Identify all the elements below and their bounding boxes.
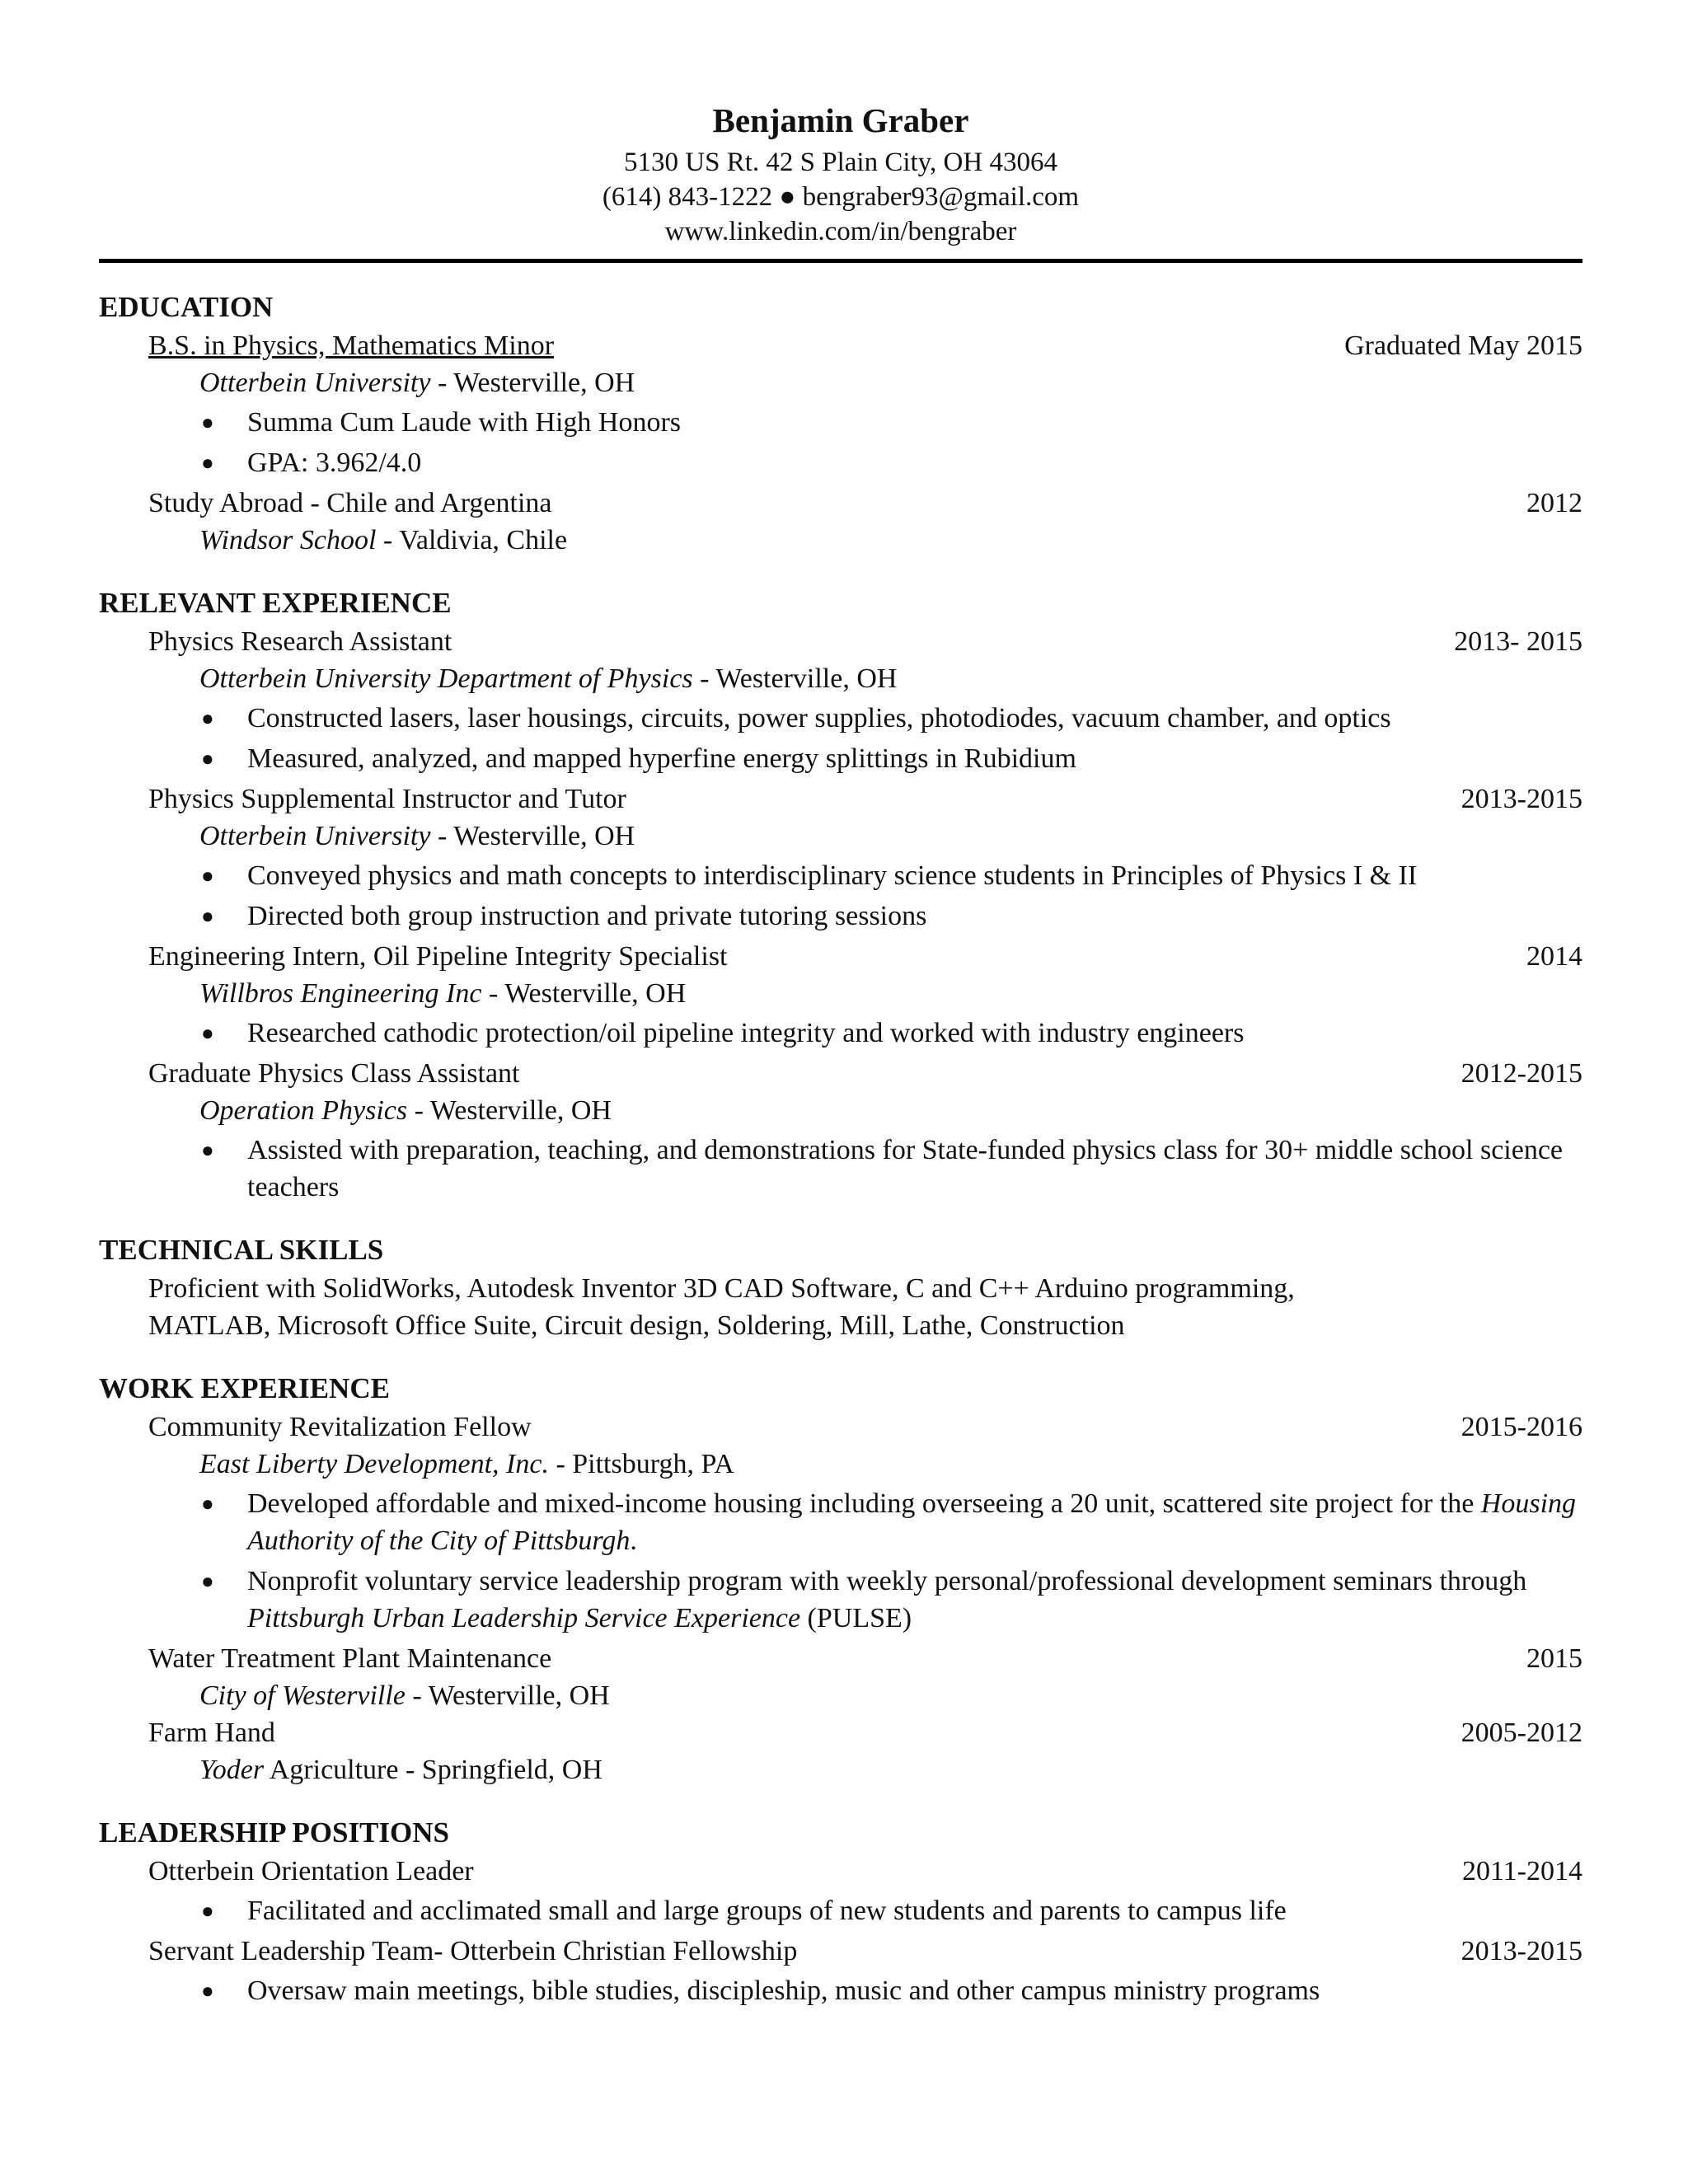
bullet-icon: ●	[201, 904, 214, 928]
org-location: - Pittsburgh, PA	[548, 1449, 734, 1479]
candidate-name: Benjamin Graber	[712, 101, 969, 139]
entry-title: Physics Supplemental Instructor and Tutor	[148, 784, 626, 814]
list-item: ● Developed affordable and mixed-income housing including overseeing a 20 unit, scattered site project for the Housing Authority of the City of Pittsburgh.	[247, 1485, 1582, 1559]
list-item: ● Measured, analyzed, and mapped hyperfine energy splittings in Rubidium	[247, 740, 1582, 777]
entry-header	[99, 780, 1582, 818]
bullet-list	[99, 1485, 1582, 1637]
bullet-separator: ●	[779, 182, 796, 212]
org-location: - Westerville, OH	[692, 663, 898, 694]
entry-org	[99, 522, 1582, 559]
bullet-icon: ●	[201, 451, 214, 475]
section-title: EDUCATION	[99, 291, 274, 323]
entry-date: 2013-2015	[1461, 784, 1582, 814]
entry-title: Graduate Physics Class Assistant	[148, 1058, 520, 1089]
list-item: ● Researched cathodic protection/oil pipeline integrity and worked with industry engineers	[247, 1015, 1582, 1052]
entry-title: Otterbein Orientation Leader	[148, 1856, 474, 1886]
org-name: Windsor School	[199, 525, 377, 555]
org-location: Agriculture - Springfield, OH	[264, 1755, 603, 1785]
bullet-icon: ●	[201, 1979, 214, 2003]
org-name: Willbros Engineering Inc	[199, 978, 482, 1009]
entry-header	[99, 485, 1582, 522]
entry-header	[99, 1408, 1582, 1446]
resume-page	[99, 0, 1582, 2184]
bullet-icon: ●	[201, 706, 214, 730]
bullet-list	[99, 1015, 1582, 1052]
entry-header	[99, 1933, 1582, 1970]
org-name: Otterbein University Department of Physics	[199, 663, 693, 694]
skills-line: MATLAB, Microsoft Office Suite, Circuit design, Soldering, Mill, Lathe, Construction	[148, 1310, 1125, 1341]
work-experience-section	[99, 1369, 1582, 1788]
org-name: Otterbein University	[199, 368, 431, 398]
section-title: LEADERSHIP POSITIONS	[99, 1816, 449, 1849]
bullet-icon: ●	[201, 1492, 214, 1516]
list-item: ● Summa Cum Laude with High Honors	[247, 404, 1582, 441]
org-location: - Westerville, OH	[407, 1095, 612, 1126]
org-name: East Liberty Development, Inc.	[199, 1449, 549, 1479]
section-title: WORK EXPERIENCE	[99, 1372, 390, 1404]
entry-header	[99, 1055, 1582, 1092]
entry-date: 2011-2014	[1461, 1856, 1582, 1886]
org-location: - Westerville, OH	[481, 978, 687, 1009]
bullet-icon: ●	[201, 1021, 214, 1045]
relevant-experience-section	[99, 583, 1582, 1206]
entry-header	[99, 623, 1582, 660]
entry-header	[99, 1714, 1582, 1751]
entry-header	[99, 327, 1582, 364]
org-location: - Westerville, OH	[405, 1680, 610, 1711]
entry-org	[99, 1677, 1582, 1714]
entry-date: 2012	[1526, 488, 1582, 518]
entry-title: Farm Hand	[148, 1718, 275, 1748]
leadership-section	[99, 1813, 1582, 2009]
email-link[interactable]: bengraber93@gmail.com	[802, 182, 1080, 212]
bullet-icon: ●	[201, 1899, 214, 1923]
entry-date: 2013-2015	[1461, 1936, 1582, 1966]
entry-header	[99, 1853, 1582, 1890]
org-location: - Valdivia, Chile	[376, 525, 568, 555]
skills-line: Proficient with SolidWorks, Autodesk Inventor 3D CAD Software, C and C++ Arduino programming,	[148, 1273, 1295, 1304]
org-name: Operation Physics	[199, 1095, 408, 1126]
entry-org	[99, 1751, 1582, 1788]
entry-org	[99, 975, 1582, 1012]
section-title: RELEVANT EXPERIENCE	[99, 587, 452, 619]
bullet-icon: ●	[201, 864, 214, 888]
entry-header	[99, 1640, 1582, 1677]
org-location: - Westerville, OH	[430, 368, 635, 398]
list-item: ● Assisted with preparation, teaching, and demonstrations for State-funded physics class for 30+ middle school science teachers	[247, 1132, 1582, 1206]
header-divider	[99, 259, 1582, 263]
list-item: ● Conveyed physics and math concepts to interdisciplinary science students in Principles of Physics I & II	[247, 857, 1582, 894]
list-item: ● Directed both group instruction and private tutoring sessions	[247, 898, 1582, 935]
bullet-icon: ●	[201, 410, 214, 434]
entry-org	[99, 1092, 1582, 1129]
entry-date: Graduated May 2015	[1344, 330, 1582, 361]
bullet-list	[99, 1892, 1582, 1929]
org-name: Otterbein University	[199, 821, 431, 851]
entry-date: 2013- 2015	[1454, 626, 1582, 657]
org-location: - Westerville, OH	[430, 821, 635, 851]
phone-email-line	[99, 180, 1582, 214]
bullet-icon: ●	[201, 1569, 214, 1593]
entry-title: Study Abroad - Chile and Argentina	[148, 488, 552, 518]
entry-org	[99, 364, 1582, 401]
entry-org	[99, 818, 1582, 855]
phone: (614) 843-1222	[602, 182, 773, 212]
bullet-list	[99, 404, 1582, 481]
bullet-list	[99, 1972, 1582, 2009]
entry-date: 2005-2012	[1461, 1718, 1582, 1748]
bullet-icon: ●	[201, 1138, 214, 1162]
entry-date: 2015	[1526, 1643, 1582, 1674]
list-item: ● Oversaw main meetings, bible studies, discipleship, music and other campus ministry programs	[247, 1972, 1582, 2009]
list-item: ● GPA: 3.962/4.0	[247, 444, 1582, 481]
list-item: ● Nonprofit voluntary service leadership program with weekly personal/professional development seminars through Pittsburgh Urban Leadership Service Experience (PULSE)	[247, 1563, 1582, 1637]
technical-skills-section	[99, 1230, 1582, 1344]
resume-header	[99, 0, 1582, 249]
section-title: TECHNICAL SKILLS	[99, 1234, 384, 1266]
org-name: City of Westerville	[199, 1680, 406, 1711]
entry-title: Community Revitalization Fellow	[148, 1412, 532, 1442]
entry-date: 2012-2015	[1461, 1058, 1582, 1089]
entry-title: Engineering Intern, Oil Pipeline Integrity Specialist	[148, 941, 728, 972]
entry-date: 2014	[1526, 941, 1582, 972]
entry-date: 2015-2016	[1461, 1412, 1582, 1442]
bullet-list	[99, 700, 1582, 777]
skills-text	[99, 1270, 1582, 1344]
list-item: ● Facilitated and acclimated small and large groups of new students and parents to campus life	[247, 1892, 1582, 1929]
education-section	[99, 288, 1582, 559]
entry-title: Servant Leadership Team- Otterbein Christian Fellowship	[148, 1936, 798, 1966]
list-item: ● Constructed lasers, laser housings, circuits, power supplies, photodiodes, vacuum chamber, and optics	[247, 700, 1582, 737]
bullet-list	[99, 857, 1582, 935]
bullet-list	[99, 1132, 1582, 1206]
org-name: Yoder	[199, 1755, 265, 1785]
entry-title: B.S. in Physics, Mathematics Minor	[148, 330, 555, 361]
entry-org	[99, 1446, 1582, 1483]
entry-title: Physics Research Assistant	[148, 626, 452, 657]
entry-org	[99, 660, 1582, 697]
linkedin-link[interactable]: www.linkedin.com/in/bengraber	[664, 217, 1017, 246]
entry-title: Water Treatment Plant Maintenance	[148, 1643, 552, 1674]
address: 5130 US Rt. 42 S Plain City, OH 43064	[624, 148, 1057, 177]
entry-header	[99, 938, 1582, 975]
bullet-icon: ●	[201, 747, 214, 771]
